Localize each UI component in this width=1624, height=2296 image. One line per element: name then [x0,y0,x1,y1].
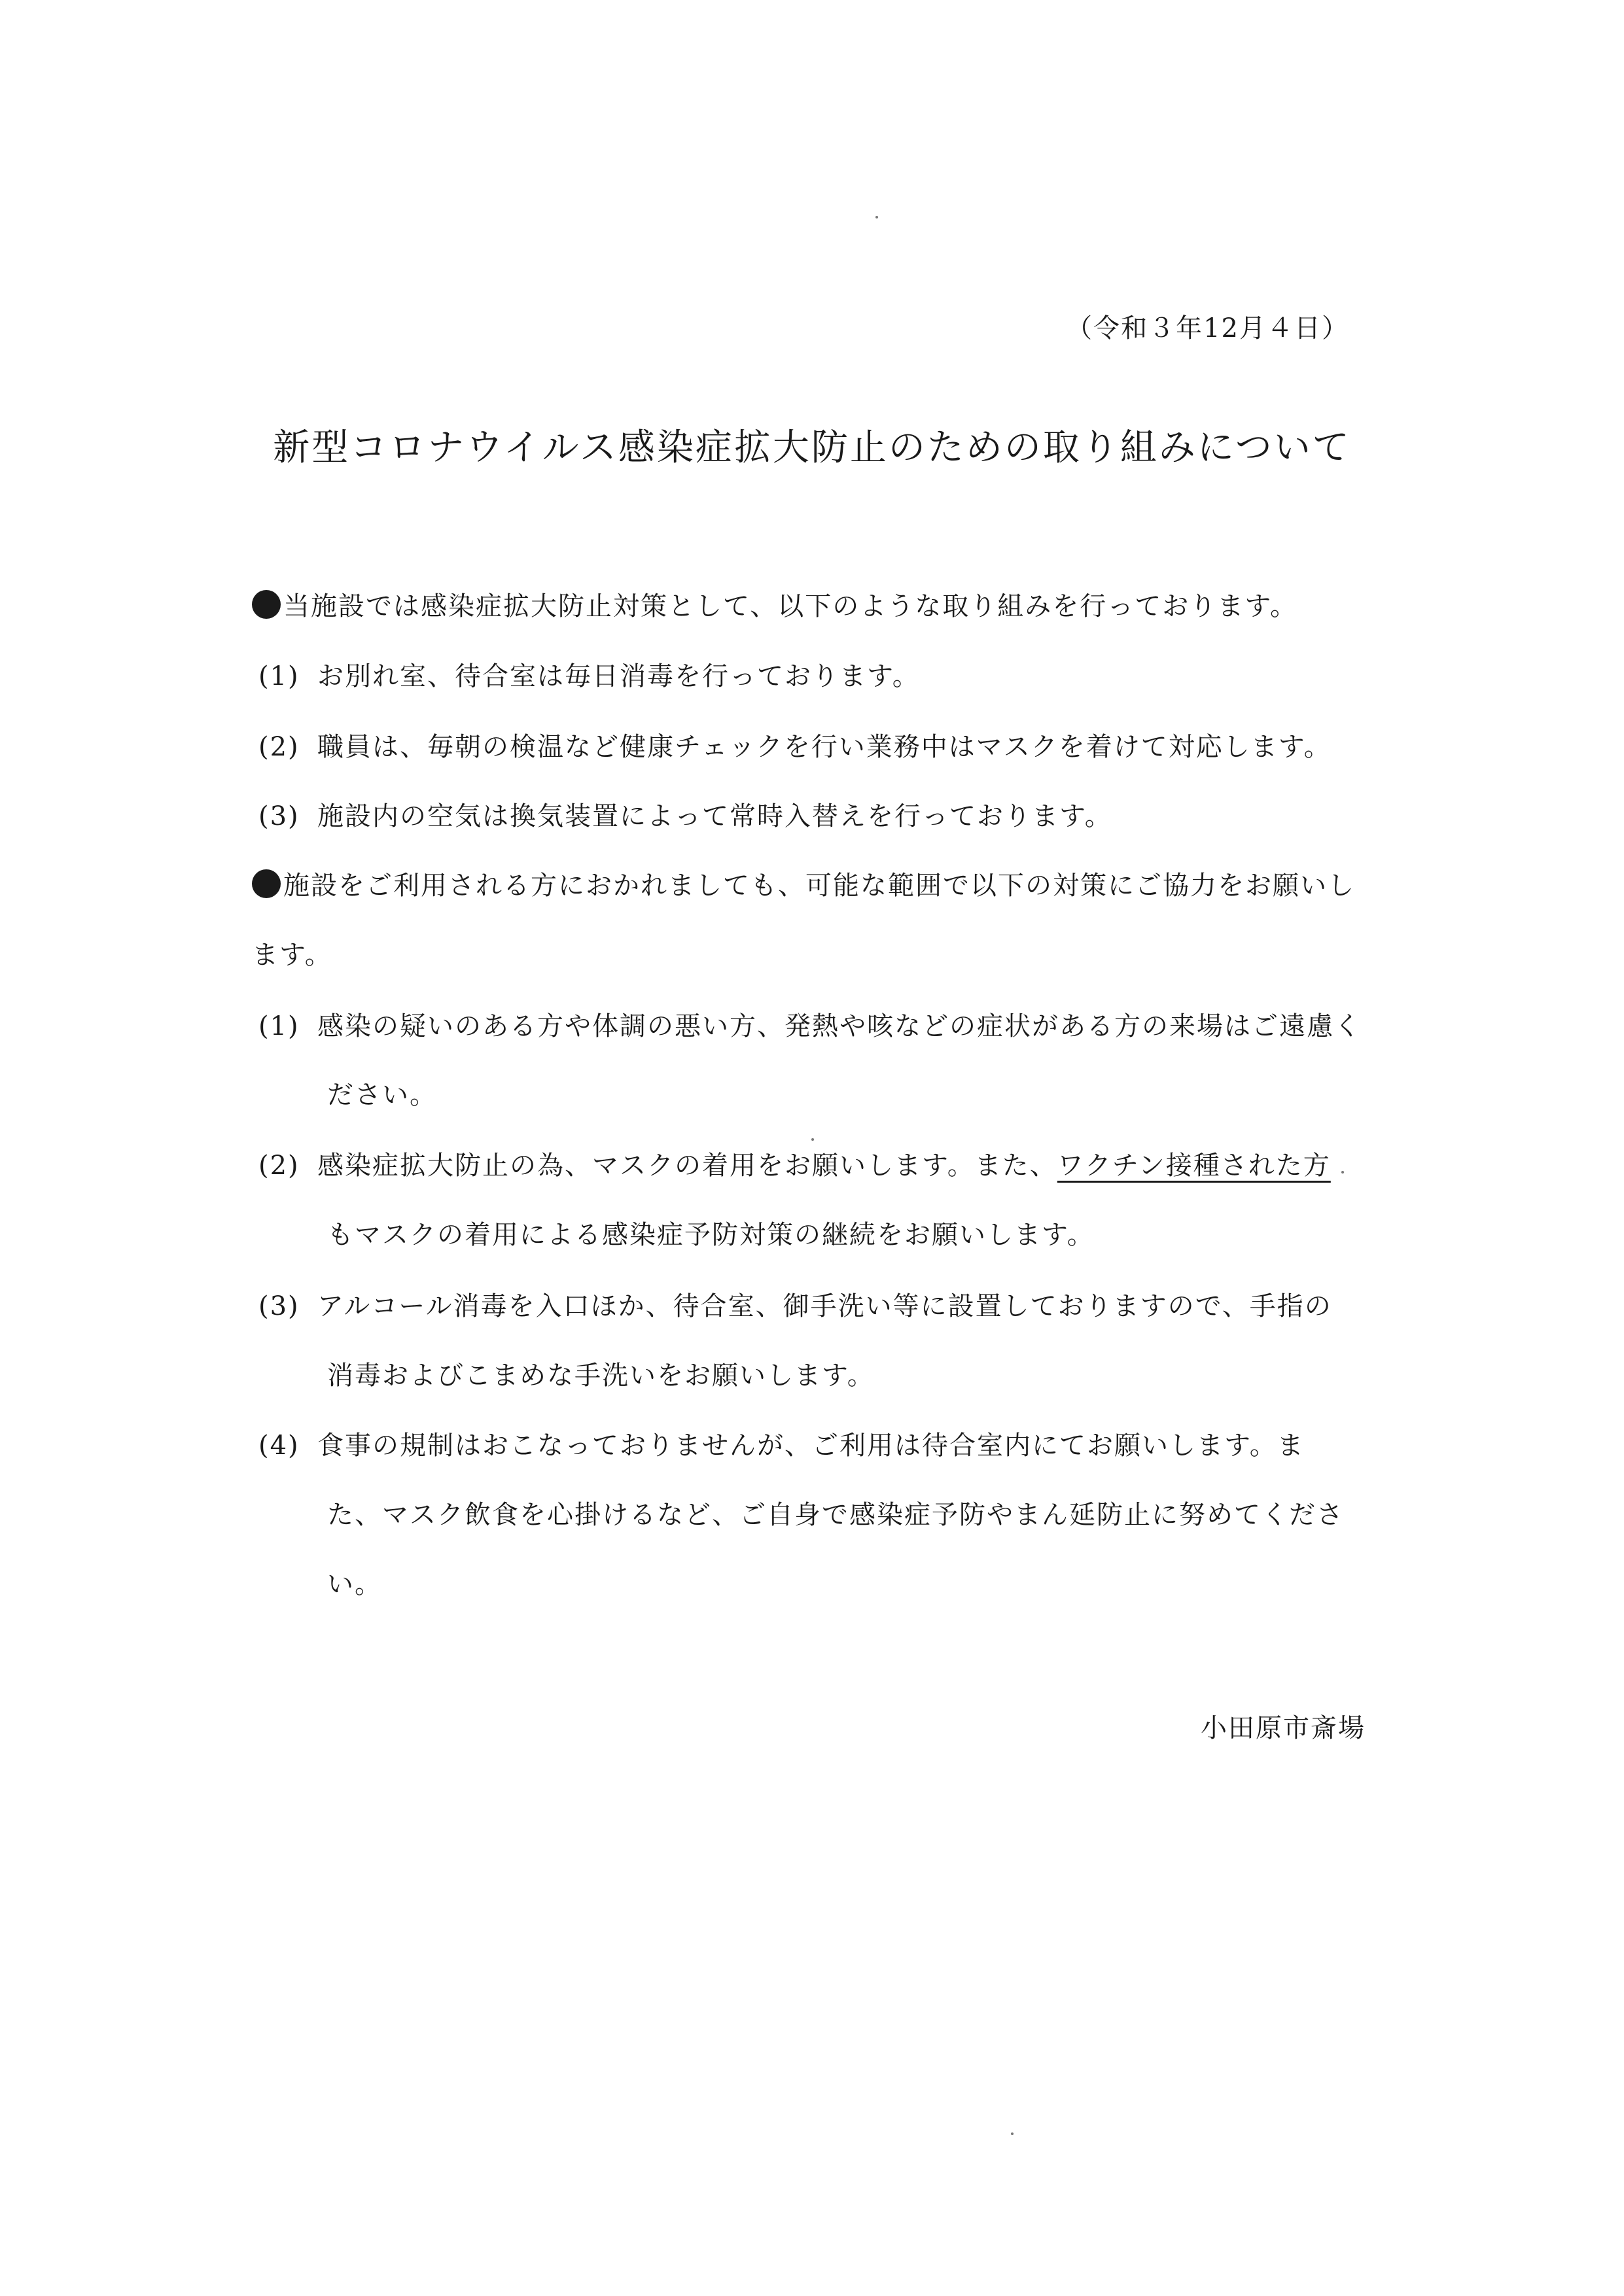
signature: 小田原市斎場 [1201,1713,1366,1743]
scan-speck [875,216,878,218]
section2-item-2: (2) 感染症拡大防止の為、マスクの着用をお願いします。また、ワクチン接種された方 [258,1151,1331,1181]
section2-item-1: (1) 感染の疑いのある方や体調の悪い方、発熱や咳などの症状がある方の来場はご遠慮く [258,1011,1362,1041]
section1-heading: 当施設では感染症拡大防止対策として、以下のような取り組みを行っております。 [252,585,1297,623]
bullet-icon [252,590,281,619]
scan-speck [1011,2132,1014,2135]
section2-item-2-cont: もマスクの着用による感染症予防対策の継続をお願いします。 [327,1220,1095,1250]
bullet-icon [252,869,281,898]
section2-item-3: (3) アルコール消毒を入口ほか、待合室、御手洗い等に設置しておりますので、手指の [258,1291,1332,1321]
section1-item-3: (3) 施設内の空気は換気装置によって常時入替えを行っております。 [258,801,1112,831]
scan-speck [811,1138,814,1141]
section2-heading-line2: ます。 [252,940,332,970]
section2-item-4-cont2: い。 [327,1569,382,1599]
section1-item-2: (2) 職員は、毎朝の検温など健康チェックを行い業務中はマスクを着けて対応します。 [258,732,1332,762]
section2-item-1-cont: ださい。 [327,1080,437,1110]
section1-item-1: (1) お別れ室、待合室は毎日消毒を行っております。 [258,661,920,691]
underlined-phrase: ワクチン接種された方 [1057,1151,1331,1181]
section2-item-3-cont: 消毒およびこまめな手洗いをお願いします。 [327,1361,875,1391]
scan-speck [1341,1171,1344,1174]
section2-item-4: (4) 食事の規制はおこなっておりませんが、ご利用は待合室内にてお願いします。ま [258,1431,1305,1461]
section2-heading-line1: 施設をご利用される方におかれましても、可能な範囲で以下の対策にご協力をお願いし [252,865,1355,902]
document-title: 新型コロナウイルス感染症拡大防止のための取り組みについて [273,426,1351,469]
document-date: （令和３年12月４日） [1066,313,1349,343]
section2-item-4-cont: た、マスク飲食を心掛けるなど、ご自身で感染症予防やまん延防止に努めてくださ [327,1500,1344,1530]
